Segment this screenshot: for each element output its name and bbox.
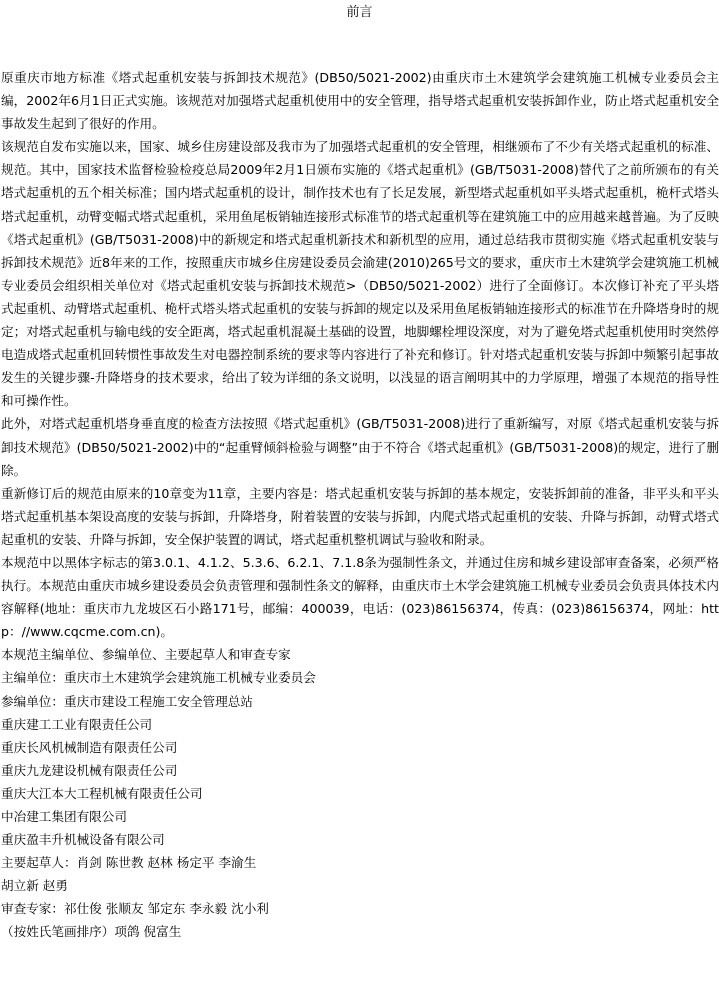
document-body xyxy=(1,66,719,944)
paragraph-verticality-check: 此外，对塔式起重机塔身垂直度的检查方法按照《塔式起重机》(GB/T5031-2008)进行了重新编写，对原《塔式起重机安装与拆卸技术规范》(DB50/5021-2002)中的“起重臂倾斜检验与调整”由于不符合《塔式起重机》(GB/T5031-2008)的规定，进行了删除。 xyxy=(1,416,719,478)
main-drafters: 主要起草人：肖剑 陈世教 赵林 杨定平 李渝生 xyxy=(1,855,257,871)
participating-unit: 重庆长风机械制造有限责任公司 xyxy=(1,739,178,755)
paragraph-mandatory-clauses: 本规范中以黑体字标志的第3.0.1、4.1.2、5.3.6、6.2.1、7.1.8条为强制性条文，并通过住房和城乡建设部审查备案，必须严格执行。本规范由重庆市城乡建设委员会负责管理和强制性条文的解释，由重庆市土木学会建筑施工机械专业委员会负责具体技术内容解释(地址：重庆市九龙坡区石小路171号，邮编：400039，电话：(023)86156374，传真：(023)86156374，网址：http：//www.cqcme.com.cn)。 xyxy=(1,554,719,640)
participating-unit: 中冶建工集团有限公司 xyxy=(1,809,127,824)
paragraph-chapter-contents: 重新修订后的规范由原来的10章变为11章，主要内容是：塔式起重机安装与拆卸的基本规定，安装拆卸前的准备，非平头和平头塔式起重机基本架设高度的安装与拆卸，升降塔身，附着装置的安装与拆卸，内爬式塔式起重机的安装、升降与拆卸，动臂式塔式起重机的安装、升降与拆卸，安全保护装置的调试，塔式起重机整机调试与验收和附录。 xyxy=(1,485,719,547)
page-title: 前言 xyxy=(346,5,373,20)
paragraph-original-standard: 原重庆市地方标准《塔式起重机安装与拆卸技术规范》(DB50/5021-2002)由重庆市土木建筑学会建筑施工机械专业委员会主编，2002年6月1日正式实施。该规范对加强塔式起重机使用中的安全管理，指导塔式起重机安装拆卸作业，防止塔式起重机安全事故发生起到了很好的作用。 xyxy=(1,70,719,132)
review-experts: 审查专家：祁仕俊 张顺友 邹定东 李永毅 沈小利 xyxy=(1,901,269,917)
paragraph-revision-background: 该规范自发布实施以来，国家、城乡住房建设部及我市为了加强塔式起重机的安全管理，相继颁布了不少有关塔式起重机的标准、规范。其中，国家技术监督检验检疫总局2009年2月1日颁布实施的《塔式起重机》(GB/T5031-2008)替代了之前所颁布的有关塔式起重机的五个相关标准；国内塔式起重机的设计，制作技术也有了长足发展，新型塔式起重机如平头塔式起重机，桅杆式塔头塔式起重机，动臂变幅式塔式起重机，采用鱼尾板销轴连接形式标准节的塔式起重机等在建筑施工中的应用越来越普遍。为了反映《塔式起重机》(GB/T5031-2008)中的新规定和塔式起重机新技术和新机型的应用，通过总结我市贯彻实施《塔式起重机安装与拆卸技术规范》近8年来的工作，按照重庆市城乡住房建设委员会渝建(2010)265号文的要求，重庆市土木建筑学会建筑施工机械专业委员会组织相关单位对《塔式起重机安装与拆卸技术规范>（DB50/5021-2002）进行了全面修订。本次修订补充了平头塔式起重机、动臂塔式起重机、桅杆式塔头塔式起重机的安装与拆卸的规定以及采用鱼尾板销轴连接形式的标准节在升降塔身时的规定；对塔式起重机与输电线的安全距离，塔式起重机混凝土基础的设置，地脚螺栓埋设深度，对为了避免塔式起重机使用时突然停电造成塔式起重机回转惯性事故发生对电器控制系统的要求等内容进行了补充和修订。针对塔式起重机安装与拆卸中频繁引起事故发生的关键步骤-升降塔身的技术要求，给出了较为详细的条文说明，以浅显的语言阐明其中的力学原理，增强了本规范的指导性和可操作性。 xyxy=(1,139,719,409)
participating-unit: 重庆建工工业有限责任公司 xyxy=(1,716,153,732)
participating-unit: 重庆九龙建设机械有限责任公司 xyxy=(1,762,178,778)
contributors-heading: 本规范主编单位、参编单位、主要起草人和审查专家 xyxy=(1,647,291,663)
chief-editor-unit: 主编单位：重庆市土木建筑学会建筑施工机械专业委员会 xyxy=(1,670,316,686)
main-drafters-continued: 胡立新 赵勇 xyxy=(1,878,68,894)
review-experts-continued: （按姓氏笔画排序）项鸽 倪富生 xyxy=(1,924,182,940)
participating-unit: 重庆大江本大工程机械有限责任公司 xyxy=(1,785,203,801)
participating-unit: 参编单位：重庆市建设工程施工安全管理总站 xyxy=(1,693,253,709)
participating-unit: 重庆盈丰升机械设备有限公司 xyxy=(1,832,165,848)
